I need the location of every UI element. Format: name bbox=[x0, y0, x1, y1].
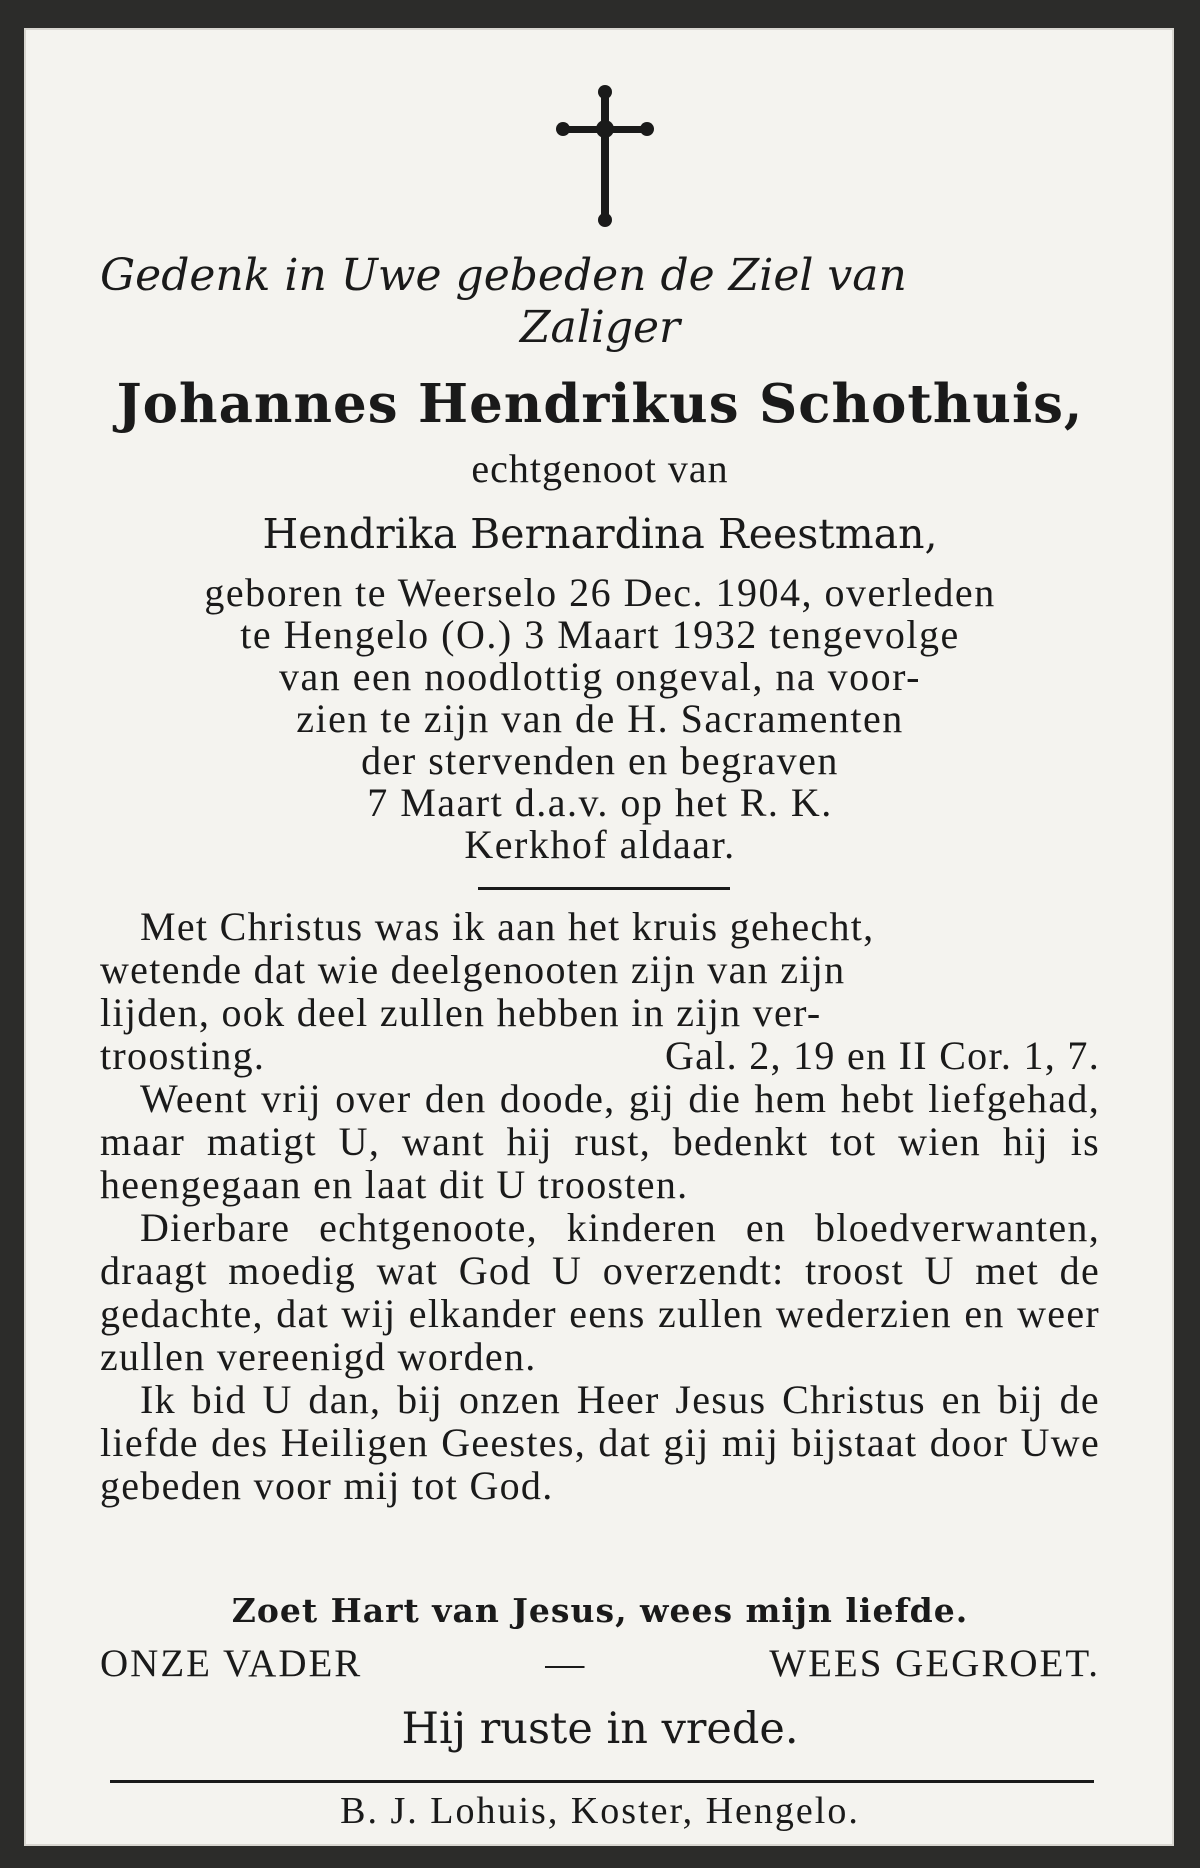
prayer-dash: — bbox=[545, 1642, 587, 1685]
verses bbox=[100, 905, 1100, 1507]
bio-line: 7 Maart d.a.v. op het R. K. bbox=[367, 780, 833, 825]
verse-1-end: troosting. bbox=[100, 1033, 266, 1078]
verse-1-reference-line bbox=[100, 1034, 1100, 1077]
verse-1-line: lijden, ook deel zullen hebben in zijn ver- bbox=[100, 990, 822, 1035]
verse-4: Ik bid U dan, bij onzen Heer Jesus Christus en bij de liefde des Heiligen Geestes, dat gij mij bijstaat door Uwe gebeden voor mij tot God. bbox=[100, 1377, 1100, 1508]
spouse-intro: echtgenoot van bbox=[471, 446, 729, 491]
prayer-right: WEES GEGROET. bbox=[769, 1642, 1100, 1685]
bio-line: geboren te Weerselo 26 Dec. 1904, overleden bbox=[204, 570, 996, 615]
verse-1-line: wetende dat wie deelgenooten zijn van zijn bbox=[100, 947, 846, 992]
bio-line: zien te zijn van de H. Sacramenten bbox=[296, 696, 904, 741]
prayer-left: ONZE VADER bbox=[100, 1642, 363, 1685]
biography bbox=[100, 572, 1100, 866]
bottom-rule bbox=[110, 1780, 1094, 1783]
verse-1-line: Met Christus was ik aan het kruis gehecht, bbox=[140, 904, 875, 949]
deceased-name: Johannes Hendrikus Schothuis, bbox=[116, 373, 1084, 435]
bio-line: Kerkhof aldaar. bbox=[464, 822, 736, 867]
verse-2: Weent vrij over den doode, gij die hem hebt liefgehad, maar matigt U, want hij rust, bedenkt tot wien hij is heengegaan en laat dit U troosten. bbox=[100, 1076, 1100, 1207]
intro-line-2: Zaliger bbox=[519, 302, 681, 353]
invocation: Zoet Hart van Jesus, wees mijn liefde. bbox=[231, 1591, 969, 1630]
bio-line: te Hengelo (O.) 3 Maart 1932 tengevolge bbox=[240, 612, 960, 657]
printer-credit: B. J. Lohuis, Koster, Hengelo. bbox=[340, 1790, 860, 1832]
spouse-name: Hendrika Bernardina Reestman, bbox=[262, 510, 938, 558]
scripture-reference: Gal. 2, 19 en II Cor. 1, 7. bbox=[664, 1033, 1100, 1078]
cross-icon bbox=[555, 80, 655, 230]
bio-line: van een noodlottig ongeval, na voor- bbox=[279, 654, 921, 699]
bio-line: der stervenden en begraven bbox=[361, 738, 839, 783]
divider bbox=[478, 887, 730, 890]
prayers-line bbox=[100, 1640, 1100, 1688]
intro-text bbox=[100, 250, 1100, 354]
intro-line-1: Gedenk in Uwe gebeden de Ziel van bbox=[100, 250, 907, 301]
rest-in-peace: Hij ruste in vrede. bbox=[401, 1704, 799, 1754]
verse-3: Dierbare echtgenoote, kinderen en bloedverwanten, draagt moedig wat God U overzendt: troost U met de gedachte, dat wij elkander eens zullen wederzien en weer zullen vereenigd worden. bbox=[100, 1205, 1100, 1379]
